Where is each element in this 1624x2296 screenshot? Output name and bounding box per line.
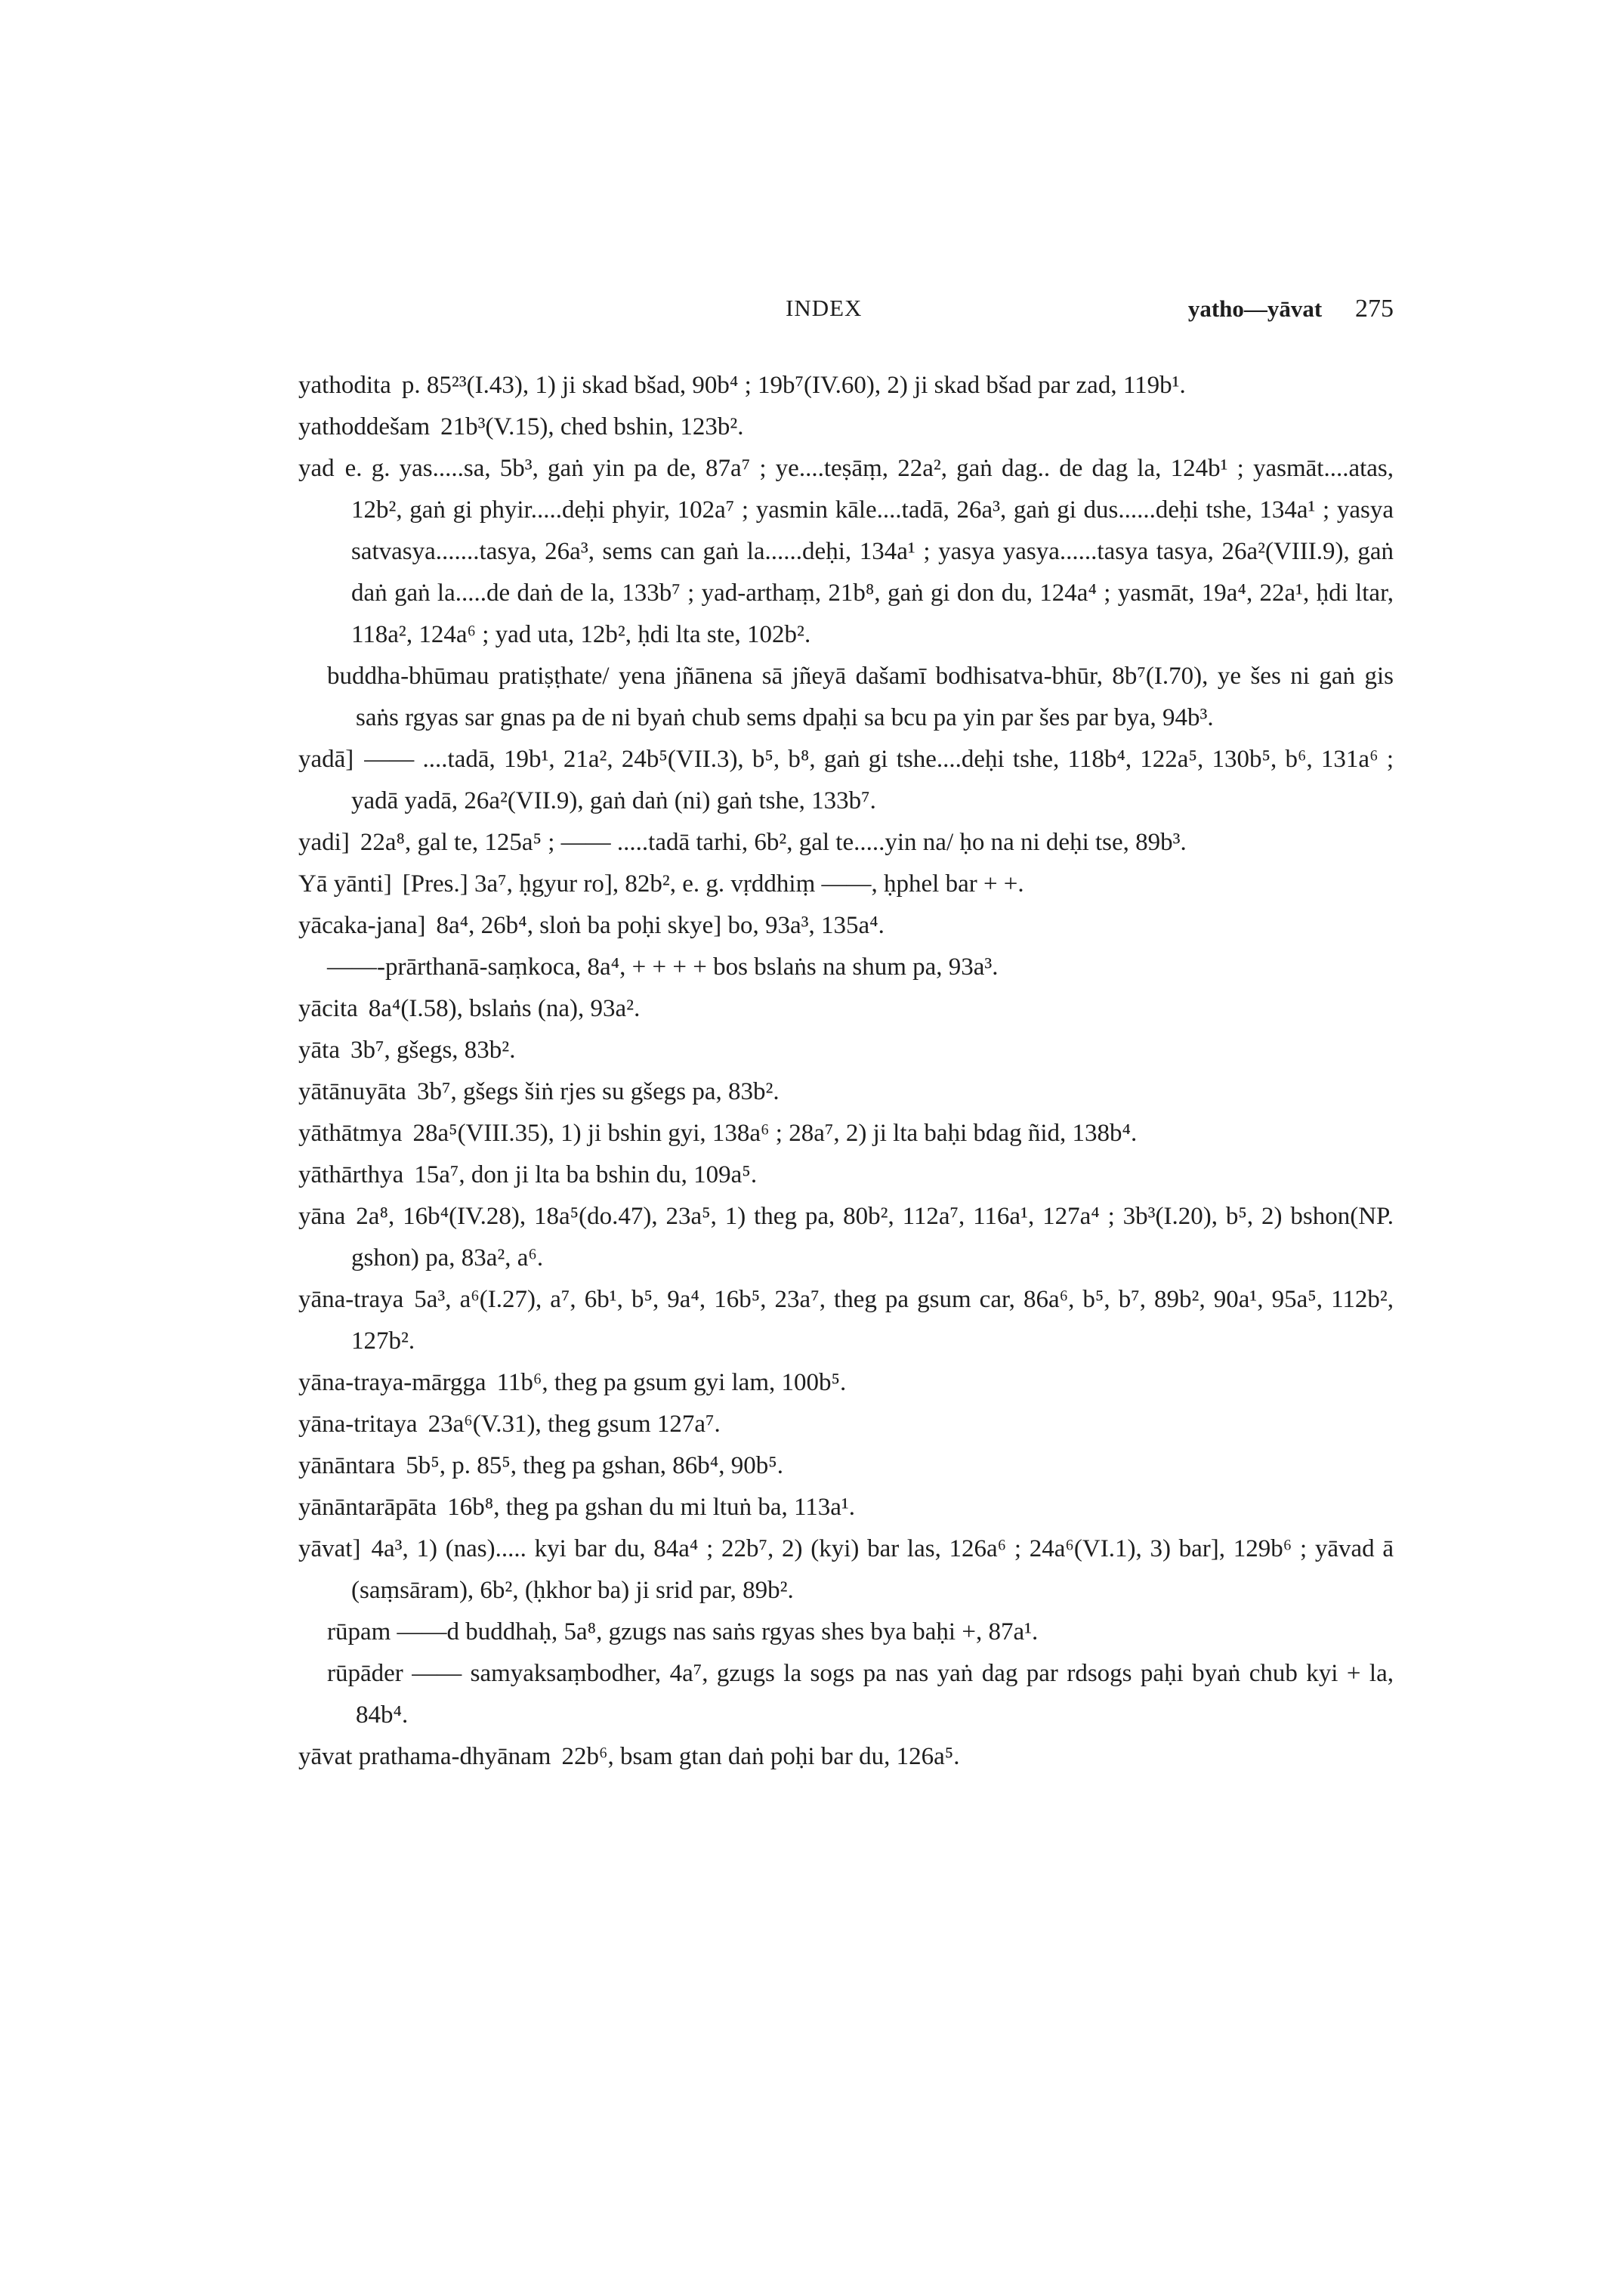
index-entry (298, 1154, 1394, 1196)
header-right (1188, 295, 1394, 323)
entry-headword: Yā yānti] (298, 870, 392, 898)
index-entry (298, 1736, 1394, 1778)
index-entry (298, 1071, 1394, 1113)
entry-body: 3b⁷, gšegs šiṅ rjes su gšegs pa, 83b². (416, 1078, 780, 1105)
entry-headword: yadi] (298, 829, 350, 856)
entry-range: yatho—yāvat (1187, 295, 1323, 322)
index-entry (298, 1362, 1394, 1404)
entry-headword: yātānuyāta (298, 1078, 406, 1105)
index-subentry (327, 1653, 1394, 1736)
entry-body: ——-prārthanā-saṃkoca, 8a⁴, + + + + bos bslaṅs na shum pa, 93a³. (327, 953, 999, 981)
entry-body: e. g. yas.....sa, 5b³, gaṅ yin pa de, 87a⁷ ; ye....teṣāṃ, 22a², gaṅ dag.. de dag la, 124b¹ ; yasmāt....atas, 12b², gaṅ gi phyir.....deḥi phyir, 102a⁷ ; yasmin kāle....tadā, 26a³, gaṅ gi dus......deḥi tshe, 134a¹ ; yasya satvasya.......tasya, 26a³, sems can gaṅ la......deḥi, 134a¹ ; yasya yasya......tasya tasya, 26a²(VIII.9), gaṅ daṅ gaṅ la.....de daṅ de la, 133b⁷ ; yad-arthaṃ, 21b⁸, gaṅ gi don du, 124a⁴ ; yasmāt, 19a⁴, 22a¹, ḥdi ltar, 118a², 124a⁶ ; yad uta, 12b², ḥdi lta ste, 102b². (344, 455, 1394, 648)
entry-body: —— ....tadā, 19b¹, 21a², 24b⁵(VII.3), b⁵, b⁸, gaṅ gi tshe....deḥi tshe, 118b⁴, 122a⁵, 130b⁵, b⁶, 131a⁶ ; yadā yadā, 26a²(VII.9), gaṅ daṅ (ni) gaṅ tshe, 133b⁷. (351, 746, 1394, 814)
entry-headword: yāvat] (298, 1535, 361, 1562)
entry-headword: yadā] (298, 746, 354, 773)
entry-headword: yānāntara (298, 1452, 396, 1479)
index-entry (298, 1404, 1394, 1445)
entry-headword: yāvat prathama-dhyānam (298, 1743, 551, 1770)
index-subentry (327, 1612, 1394, 1653)
entry-headword: yāthātmya (298, 1120, 403, 1147)
entry-headword: yāna-traya (298, 1286, 404, 1313)
entry-body: 4a³, 1) (nas)..... kyi bar du, 84a⁴ ; 22b⁷, 2) (kyi) bar las, 126a⁶ ; 24a⁶(VI.1), 3) bar], 129b⁶ ; yāvad ā (saṃsāram), 6b², (ḥkhor ba) ji srid par, 89b². (351, 1535, 1394, 1604)
entry-body: 22b⁶, bsam gtan daṅ poḥi bar du, 126a⁵. (561, 1743, 960, 1770)
entry-body: 8a⁴, 26b⁴, sloṅ ba poḥi skye] bo, 93a³, 135a⁴. (436, 912, 885, 939)
entry-headword: yāna-traya-mārgga (298, 1369, 486, 1396)
index-entry (298, 1445, 1394, 1487)
index-entry (298, 905, 1394, 947)
index-entry (298, 1030, 1394, 1071)
entry-body: rūpāder —— samyaksaṃbodher, 4a⁷, gzugs la sogs pa nas yaṅ dag par rdsogs paḥi byaṅ chub kyi + la, 84b⁴. (327, 1660, 1394, 1729)
entry-body: 22a⁸, gal te, 125a⁵ ; —— .....tadā tarhi, 6b², gal te.....yin na/ ḥo na ni deḥi tse, 89b³. (360, 829, 1187, 856)
index-entry (298, 864, 1394, 905)
entry-body: [Pres.] 3a⁷, ḥgyur ro], 82b², e. g. vṛddhiṃ ——, ḥphel bar + +. (402, 870, 1024, 898)
entry-body: 15a⁷, don ji lta ba bshin du, 109a⁵. (414, 1161, 758, 1188)
entry-headword: yācita (298, 995, 358, 1022)
entry-body: 23a⁶(V.31), theg gsum 127a⁷. (428, 1411, 721, 1438)
entry-body: p. 85²³(I.43), 1) ji skad bšad, 90b⁴ ; 19b⁷(IV.60), 2) ji skad bšad par zad, 119b¹. (401, 372, 1186, 399)
index-entry (298, 448, 1394, 656)
page-header (298, 295, 1394, 340)
index-subentry (327, 656, 1394, 739)
index-entry (298, 406, 1394, 448)
index-entry (298, 988, 1394, 1030)
entry-headword: yathodita (298, 372, 391, 399)
entry-headword: yathoddešam (298, 413, 431, 440)
index-entry (298, 822, 1394, 864)
page-number: 275 (1355, 295, 1394, 323)
index-entry (298, 1528, 1394, 1612)
entry-body: 5b⁵, p. 85⁵, theg pa gshan, 86b⁴, 90b⁵. (406, 1452, 783, 1479)
entry-body: 16b⁸, theg pa gshan du mi ltuṅ ba, 113a¹. (447, 1494, 856, 1521)
entry-body: rūpam ——d buddhaḥ, 5a⁸, gzugs nas saṅs rgyas shes bya baḥi +, 87a¹. (327, 1618, 1039, 1646)
index-entries (298, 365, 1394, 1778)
index-entry (298, 1113, 1394, 1154)
entry-headword: yānāntarāpāta (298, 1494, 437, 1521)
entry-headword: yad (298, 455, 335, 482)
entry-headword: yāna-tritaya (298, 1411, 418, 1438)
index-entry (298, 1487, 1394, 1528)
index-entry (298, 739, 1394, 822)
entry-headword: yācaka-jana] (298, 912, 426, 939)
entry-headword: yāthārthya (298, 1161, 404, 1188)
entry-body: 28a⁵(VIII.35), 1) ji bshin gyi, 138a⁶ ; 28a⁷, 2) ji lta baḥi bdag ñid, 138b⁴. (412, 1120, 1138, 1147)
entry-body: 8a⁴(I.58), bslaṅs (na), 93a². (368, 995, 641, 1022)
index-entry (298, 1196, 1394, 1279)
index-entry (298, 1279, 1394, 1362)
running-title: INDEX (786, 295, 863, 321)
entry-body: 11b⁶, theg pa gsum gyi lam, 100b⁵. (496, 1369, 847, 1396)
index-entry (298, 365, 1394, 406)
entry-body: buddha-bhūmau pratiṣṭhate/ yena jñānena sā jñeyā dašamī bodhisatva-bhūr, 8b⁷(I.70), ye šes ni gaṅ gis saṅs rgyas sar gnas pa de ni byaṅ chub sems dpaḥi sa bcu pa yin par šes par bya, 94b³. (327, 663, 1394, 731)
entry-headword: yāta (298, 1037, 340, 1064)
entry-body: 21b³(V.15), ched bshin, 123b². (440, 413, 744, 440)
entry-body: 5a³, a⁶(I.27), a⁷, 6b¹, b⁵, 9a⁴, 16b⁵, 23a⁷, theg pa gsum car, 86a⁶, b⁵, b⁷, 89b², 90a¹, 95a⁵, 112b², 127b². (351, 1286, 1394, 1355)
entry-body: 3b⁷, gšegs, 83b². (350, 1037, 516, 1064)
entry-body: 2a⁸, 16b⁴(IV.28), 18a⁵(do.47), 23a⁵, 1) theg pa, 80b², 112a⁷, 116a¹, 127a⁴ ; 3b³(I.20), b⁵, 2) bshon(NP. gshon) pa, 83a², a⁶. (351, 1203, 1394, 1272)
index-subentry (327, 947, 1394, 988)
entry-headword: yāna (298, 1203, 346, 1230)
